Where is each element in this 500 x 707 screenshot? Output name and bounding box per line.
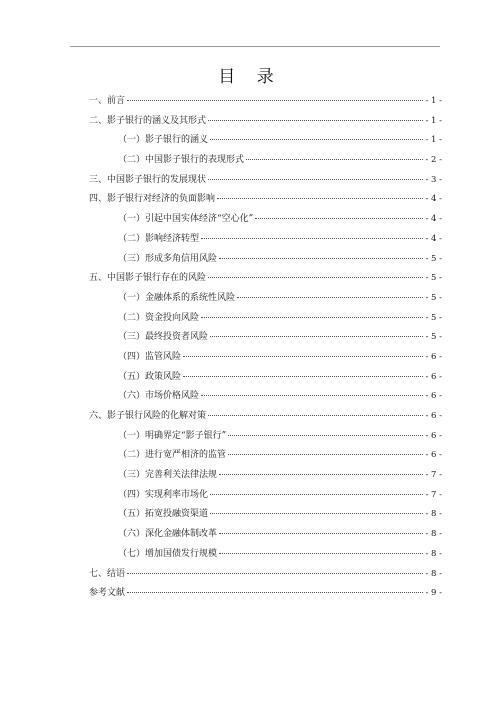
toc-entry[interactable] (0, 427, 500, 447)
toc-entry[interactable] (0, 368, 500, 388)
toc-dot-leader (237, 297, 423, 298)
toc-entry-text: 一、前言 (89, 96, 126, 106)
toc-dot-leader (208, 415, 423, 416)
toc-entry-text: （三）完善利关法律法规 (118, 470, 218, 481)
toc-page-number: - 4 - (425, 233, 442, 244)
toc-page-number: - 2 - (425, 155, 442, 166)
toc-page-number: - 1 - (425, 96, 442, 106)
toc-entry[interactable] (0, 269, 500, 289)
toc-dot-leader (127, 100, 423, 101)
toc-entry-text: （四）实现利率市场化 (118, 489, 209, 500)
toc-entry[interactable] (0, 210, 500, 230)
toc-dot-leader (219, 553, 423, 554)
toc-entry-text: 六、影子银行风险的化解对策 (89, 411, 207, 421)
toc-entry-text: （一）明确界定“影子银行” (118, 430, 227, 441)
toc-entry-text: 五、中国影子银行存在的风险 (89, 273, 207, 284)
toc-entry[interactable] (0, 565, 500, 585)
toc-entry-text: 二、影子银行的涵义及其形式 (89, 115, 207, 126)
toc-page-number: - 6 - (425, 391, 442, 402)
toc-entry-text: （六）市场价格风险 (118, 391, 200, 402)
toc-page-number: - 6 - (425, 430, 442, 441)
toc-entry[interactable] (0, 348, 500, 368)
toc-dot-leader (210, 139, 423, 140)
toc-entry-text: （五）政策风险 (118, 371, 182, 382)
toc-dot-leader (228, 454, 423, 455)
toc-page-number: - 7 - (425, 470, 442, 481)
toc-dot-leader (210, 494, 423, 495)
toc-entry-text: （七）增加国债发行规模 (118, 548, 218, 559)
toc-page-number: - 7 - (425, 489, 442, 500)
toc-page-number: - 3 - (425, 174, 442, 185)
toc-entry[interactable] (0, 525, 500, 545)
toc-entry-text: 参考文献 (89, 588, 126, 599)
toc-dot-leader (219, 258, 423, 259)
toc-entry[interactable] (0, 112, 500, 132)
toc-dot-leader (127, 592, 423, 593)
toc-page-number: - 5 - (425, 332, 442, 343)
toc-page-number: - 9 - (425, 588, 442, 599)
toc-entry[interactable] (0, 486, 500, 506)
toc-entry-text: （五）拓宽投融资渠道 (118, 509, 209, 520)
toc-entry-text: （六）深化金融体制改革 (118, 529, 218, 540)
toc-dot-leader (201, 317, 423, 318)
toc-entry[interactable] (0, 309, 500, 329)
toc-entry-text: （三）形成多角信用风险 (118, 253, 218, 264)
toc-entry[interactable] (0, 131, 500, 151)
toc-entry[interactable] (0, 250, 500, 270)
toc-entry[interactable] (0, 545, 500, 565)
toc-entry[interactable] (0, 230, 500, 250)
toc-page-number: - 5 - (425, 253, 442, 264)
toc-dot-leader (228, 435, 423, 436)
toc-entry-text: （一）金融体系的系统性风险 (118, 292, 236, 303)
toc-entry-text: （一）引起中国实体经济“空心化” (118, 214, 254, 225)
header-rule (70, 46, 440, 47)
toc-entry-text: （三）最终投资者风险 (118, 332, 209, 343)
toc-dot-leader (255, 218, 423, 219)
toc-entry-text: （二）中国影子银行的表现形式 (118, 155, 245, 166)
toc-entry[interactable] (0, 151, 500, 171)
toc-page-number: - 1 - (425, 135, 442, 146)
toc-entry[interactable] (0, 190, 500, 210)
toc-entry-text: （二）进行宽严相济的监管 (118, 450, 227, 461)
toc-dot-leader (201, 395, 423, 396)
toc-page-number: - 4 - (425, 194, 442, 205)
toc-page-number: - 6 - (425, 351, 442, 362)
toc-entry-text: 七、结语 (89, 568, 126, 579)
toc-entry[interactable] (0, 446, 500, 466)
toc-entry-text: 三、中国影子银行的发展现状 (89, 174, 207, 185)
toc-title: 目 录 (218, 67, 282, 87)
toc-dot-leader (210, 336, 423, 337)
toc-dot-leader (208, 277, 423, 278)
toc-entry[interactable] (0, 466, 500, 486)
toc-page-number: - 4 - (425, 214, 442, 225)
toc-entry[interactable] (0, 584, 500, 604)
toc-page-number: - 5 - (425, 312, 442, 323)
toc-page-number: - 8 - (425, 509, 442, 520)
toc-page-number: - 5 - (425, 292, 442, 303)
toc-page-number: - 6 - (425, 411, 442, 421)
toc-dot-leader (219, 474, 423, 475)
toc-dot-leader (246, 159, 423, 160)
toc-list (0, 92, 500, 604)
toc-dot-leader (127, 573, 423, 574)
toc-page-number: - 8 - (425, 529, 442, 540)
toc-entry-text: 四、影子银行对经济的负面影响 (89, 194, 216, 205)
toc-page-number: - 6 - (425, 371, 442, 382)
toc-dot-leader (208, 120, 423, 121)
toc-dot-leader (219, 533, 423, 534)
toc-entry[interactable] (0, 407, 500, 427)
toc-page-number: - 8 - (425, 548, 442, 559)
toc-page-number: - 1 - (425, 115, 442, 126)
toc-entry[interactable] (0, 328, 500, 348)
toc-dot-leader (183, 356, 423, 357)
toc-page-number: - 5 - (425, 273, 442, 284)
toc-entry-text: （二）资金投向风险 (118, 312, 200, 323)
toc-entry[interactable] (0, 92, 500, 112)
toc-entry-text: （四）监管风险 (118, 351, 182, 362)
toc-dot-leader (201, 238, 423, 239)
toc-entry-text: （一）影子银行的涵义 (118, 135, 209, 146)
toc-entry[interactable] (0, 387, 500, 407)
toc-entry[interactable] (0, 289, 500, 309)
toc-entry[interactable] (0, 505, 500, 525)
toc-page-number: - 8 - (425, 568, 442, 579)
toc-dot-leader (208, 179, 423, 180)
toc-page-number: - 6 - (425, 450, 442, 461)
toc-dot-leader (210, 513, 423, 514)
toc-entry[interactable] (0, 171, 500, 191)
toc-dot-leader (217, 198, 423, 199)
toc-entry-text: （二）影响经济转型 (118, 233, 200, 244)
toc-dot-leader (183, 376, 423, 377)
